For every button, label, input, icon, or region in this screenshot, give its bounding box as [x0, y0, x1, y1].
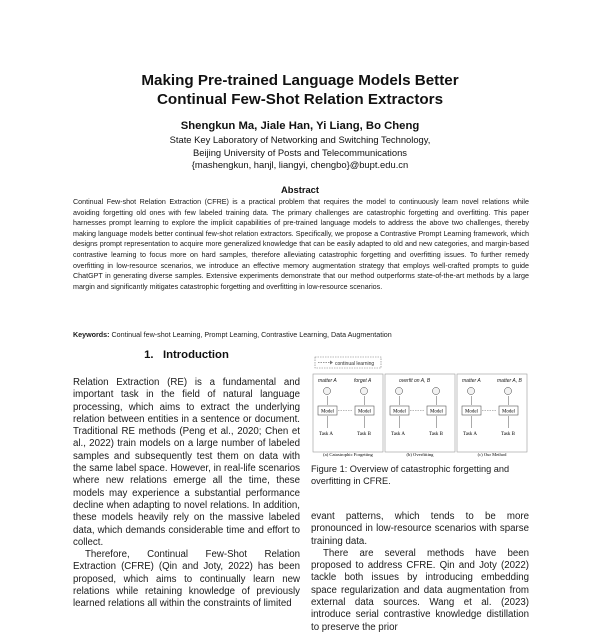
affiliation-line-2: Beijing University of Posts and Telecommunications: [193, 146, 407, 158]
panel-c-task-right: Task B: [501, 432, 515, 437]
author-list: Shengkun Ma, Jiale Han, Yi Liang, Bo Cheng: [180, 120, 420, 132]
title-line-2: Continual Few-Shot Relation Extractors: [156, 91, 444, 108]
right-paragraph-2: There are several methods have been proposed to address CFRE. Qin and Joty (2022) tackle both issues by introducing embedding space regularization and data augmentation from external data sources. Wang et al. (2023) introduce serial contrastive knowledge distillation to preserve the prior: [311, 547, 529, 633]
panel-c-model-left-label: Model: [464, 409, 479, 415]
panel-b-robot-icon-right: [432, 387, 439, 394]
abstract-body: Continual Few-shot Relation Extraction (CFRE) is a practical problem that requires the model to continuously learn novel relations while avoiding forgetting old ones with few labeled training data. The primary challenges are catastrophic forgetting and overfitting. This paper harnesses prompt learning to explore the implicit capabilities of pre-trained language models to address the above two challenges, thereby making language models better continual few-shot relation extractors. Specifically, we propose a Contrastive Prompt Learning framework, which designs prompt representation to acquire more generalized knowledge that can be easily adapted to old and new categories, and margin-based contrastive learning to focus more on hard samples, therefore alleviating catastrophic forgetting and overfitting issues. To further remedy overfitting in low-resource scenarios, we introduce an effective memory augmentation strategy that employs well-crafted prompts to guide ChatGPT in generating diverse samples. Extensive experiments demonstrate that our method outperforms state-of-the-art methods by a large margin and significantly mitigates catastrophic forgetting and overfitting in low-resource scenarios.: [73, 198, 529, 291]
panel-b-caption: (b) Overfitting: [406, 452, 434, 457]
panel-a-caption: (a) Catastrophic Forgetting: [323, 452, 373, 457]
panel-a-robot-icon-left: [323, 387, 330, 394]
panel-c-caption: (c) Our Method: [477, 452, 507, 457]
affiliation: [0, 134, 600, 172]
keywords-text: Continual few-shot Learning, Prompt Learning, Contrastive Learning, Data Augmentation: [111, 331, 392, 339]
paper-title: [0, 71, 600, 109]
panel-a-label-right: forget A: [354, 378, 372, 384]
panel-a-task-right: Task B: [357, 432, 371, 437]
intro-right-column: [311, 511, 529, 634]
figure-1: [311, 353, 529, 465]
author-emails: {mashengkun, hanjl, liangyi, chengbo}@bupt.edu.cn: [191, 159, 409, 171]
intro-paragraph-2: Therefore, Continual Few-Shot Relation Extraction (CFRE) (Qin and Joty, 2022) has been proposed, which aims to continually learn new relations while retaining knowledge of previously learned relations all within the constraints of limited: [73, 549, 300, 610]
panel-b-model-left-label: Model: [392, 409, 407, 415]
panel-b-task-left: Task A: [391, 432, 405, 437]
intro-left-column: [73, 377, 300, 611]
keywords-label: Keywords:: [73, 331, 110, 339]
figure-caption: Figure 1: Overview of catastrophic forgetting and overfitting in CFRE.: [311, 464, 510, 487]
panel-overfitting: [385, 374, 455, 457]
panel-b-model-right-label: Model: [429, 409, 444, 415]
panel-b-robot-icon-left: [395, 387, 402, 394]
panel-our-method: [457, 374, 527, 457]
panel-c-robot-icon-left: [467, 387, 474, 394]
title-line-1: Making Pre-trained Language Models Better: [141, 72, 459, 89]
affiliation-line-1: State Key Laboratory of Networking and Switching Technology,: [169, 134, 431, 145]
panel-a-task-left: Task A: [319, 432, 333, 437]
intro-paragraph-1: Relation Extraction (RE) is a fundamental and important task in the field of natural language processing, which aims to extract the underlying relation between entities in a sentence or document. Traditional RE methods (Peng et al., 2020; Chen et al., 2022) train models on a large number of labeled samples and subsequently test them on data with the same label space. However, in real-life scenarios where new relations emerge all the time, these models may experience a substantial performance decline when adapting to novel relations. In addition, these models heavily rely on the massive labeled data, which demands considerable time and effort to collect.: [73, 377, 300, 548]
panel-a-model-right-label: Model: [357, 409, 372, 415]
panel-a-label-left: matter A: [318, 378, 337, 384]
section-title: Introduction: [162, 349, 229, 361]
right-paragraph-1: evant patterns, which tends to be more pronounced in low-resource scenarios with sparse training data.: [311, 511, 529, 547]
panel-c-robot-icon-right: [504, 387, 511, 394]
section-number: 1.: [144, 349, 154, 361]
panel-c-label-right: matter A, B: [497, 378, 522, 384]
section-heading: [73, 348, 300, 362]
panel-c-model-right-label: Model: [501, 409, 516, 415]
panel-catastrophic-forgetting: [313, 374, 383, 457]
abstract-heading: Abstract: [280, 184, 320, 195]
legend-label: continual learning: [335, 361, 375, 367]
panel-c-label-left: matter A: [462, 378, 481, 384]
keywords: [73, 330, 529, 341]
panel-a-robot-icon-right: [360, 387, 367, 394]
panel-a-model-left-label: Model: [320, 409, 335, 415]
panel-b-task-right: Task B: [429, 432, 443, 437]
panel-c-task-left: Task A: [463, 432, 477, 437]
panel-b-label: overfit on A, B: [399, 378, 431, 384]
